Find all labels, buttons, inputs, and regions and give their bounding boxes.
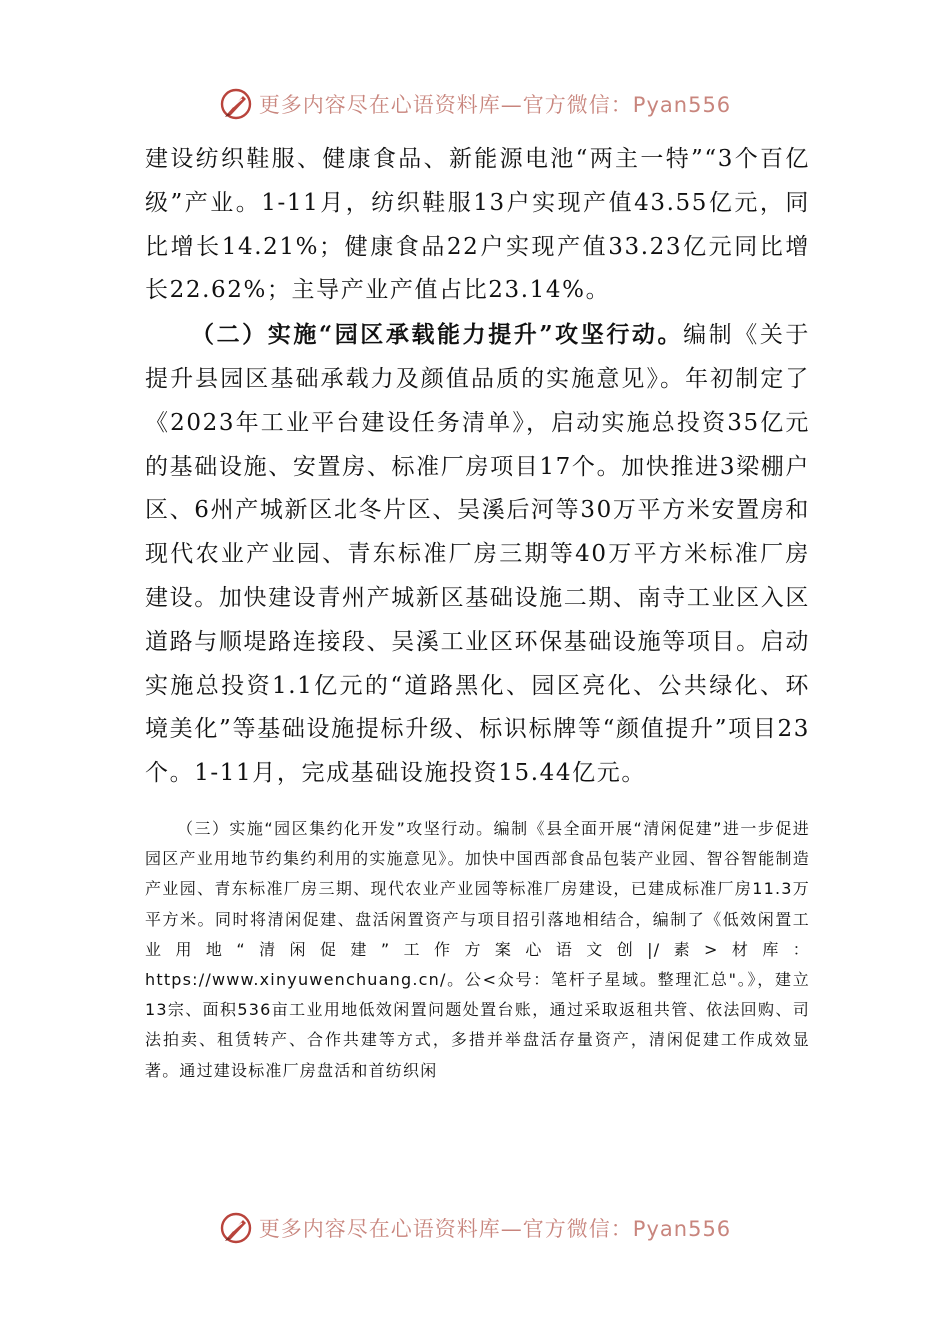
paragraph-park-capacity	[145, 313, 810, 796]
paragraph-industry: 建设纺织鞋服、健康食品、新能源电池“两主一特”“3个百亿级”产业。1-11月，纺织鞋服13户实现产值43.55亿元，同比增长14.21%；健康食品22户实现产值33.23亿元同比增长22.62%；主导产业产值占比23.14%。	[145, 146, 810, 304]
quill-logo-icon	[219, 1211, 253, 1245]
watermark-text: 更多内容尽在心语资料库—官方微信：Pyan556	[258, 93, 732, 117]
watermark-header	[0, 86, 950, 122]
paragraph-intensive-development: （三）实施“园区集约化开发”攻坚行动。编制《县全面开展“清闲促建”进一步促进园区产业用地节约集约利用的实施意见》。加快中国西部食品包装产业园、智谷智能制造产业园、青东标准厂房三期、现代农业产业园等标准厂房建设，已建成标准厂房11.3万平方米。同时将清闲促建、盘活闲置资产与项目招引落地相结合，编制了《低效闲置工业用地“清闲促建”工作方案心语文创|/素>材库：https://www.xinyuwenchuang.cn/。公<众号：笔杆子星域。整理汇总"。》，建立13宗、面积536亩工业用地低效闲置问题处置台账，通过采取返租共管、依法回购、司法拍卖、租赁转产、合作共建等方式，多措并举盘活存量资产，清闲促建工作成效显著。通过建设标准厂房盘活和首纺织闲	[145, 818, 810, 1080]
watermark-text: 更多内容尽在心语资料库—官方微信：Pyan556	[258, 1217, 732, 1241]
section-heading-2: （二）实施“园区承载能力提升”攻坚行动。	[191, 321, 684, 349]
document-body	[145, 138, 810, 1086]
watermark-footer	[0, 1210, 950, 1246]
section-body-2: 编制《关于提升县园区基础承载力及颜值品质的实施意见》。年初制定了《2023年工业平台建设任务清单》，启动实施总投资35亿元的基础设施、安置房、标准厂房项目17个。加快推进3梁棚户区、6州产城新区北冬片区、吴溪后河等30万平方米安置房和现代农业产业园、青东标准厂房三期等40万平方米标准厂房建设。加快建设青州产城新区基础设施二期、南寺工业区入区道路与顺堤路连接段、吴溪工业区环保基础设施等项目。启动实施总投资1.1亿元的“道路黑化、园区亮化、公共绿化、环境美化”等基础设施提标升级、标识标牌等“颜值提升”项目23个。1-11月，完成基础设施投资15.44亿元。	[145, 322, 810, 787]
quill-logo-icon	[219, 87, 253, 121]
